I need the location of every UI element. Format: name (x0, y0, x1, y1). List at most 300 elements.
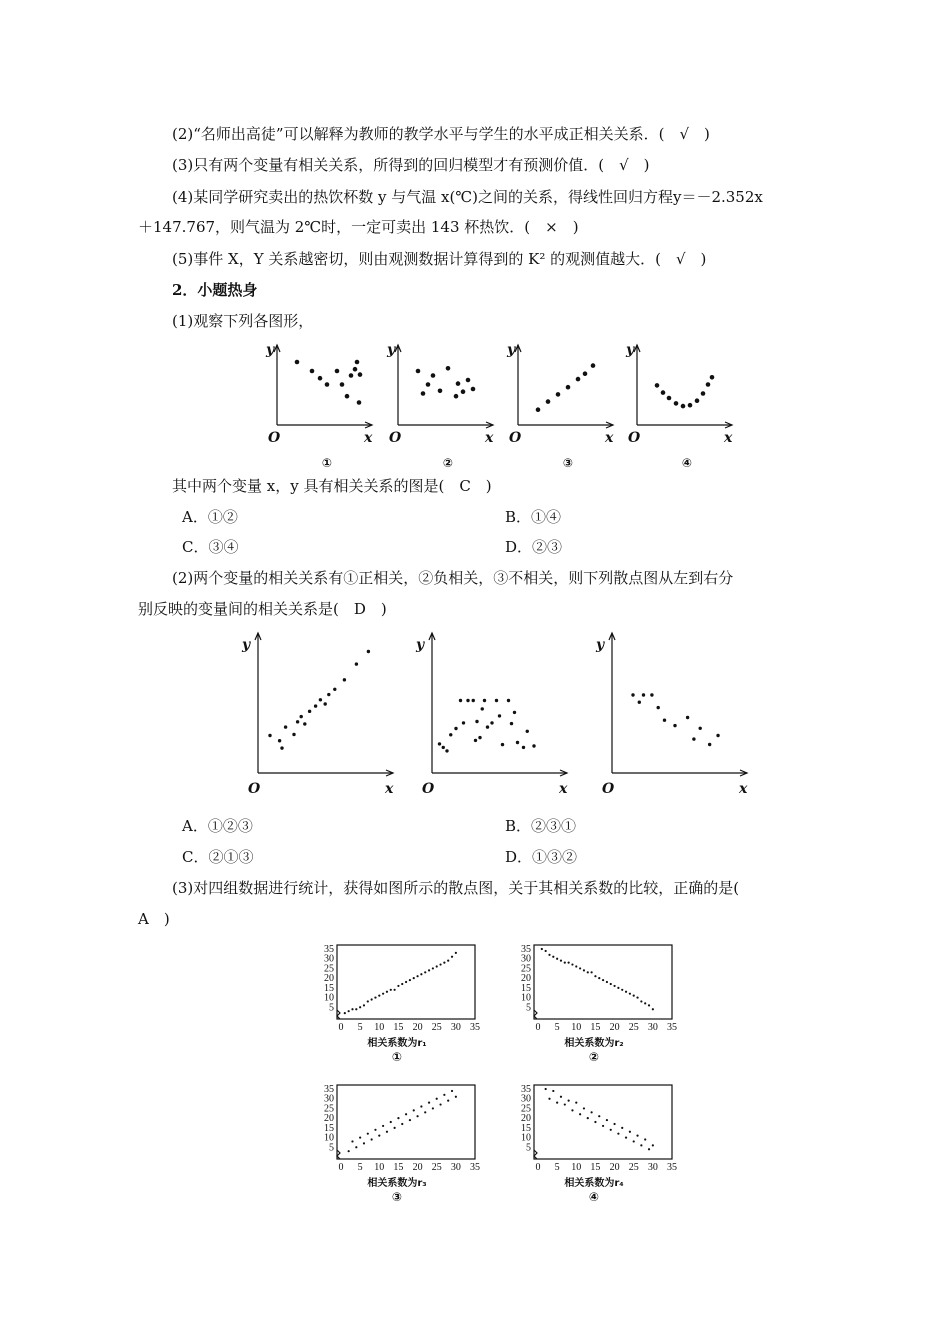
q3-plot-3-ytick-10: 10 (324, 1132, 334, 1144)
q3-plot-3-point-15 (401, 1123, 403, 1125)
q2-plot-2-point-13 (481, 707, 484, 710)
q2-option-a: A．①②③ (182, 817, 253, 835)
q3-plot-2-xtick-35: 35 (667, 1022, 677, 1033)
q3-plot-4-point-6 (564, 1103, 566, 1105)
q3-plot-2-point-3 (548, 954, 550, 956)
q3-plot-1-point-10 (378, 995, 380, 997)
q1-option-c: C．③④ (182, 538, 239, 556)
q3-plot-2-point-26 (636, 996, 638, 998)
q3-plot-3-figure-label: ③ (391, 1190, 403, 1204)
q3-plot-3-point-17 (409, 1119, 411, 1121)
q1-scatter-figures (0, 330, 950, 480)
q2-plot-1-origin-label: O (248, 781, 261, 797)
q1-plot-2-point-6 (446, 366, 451, 371)
q3-plot-2-ytick-5: 5 (526, 1002, 531, 1014)
q3-plot-1-point-1 (344, 1012, 346, 1014)
q3-plot-1-point-30 (455, 952, 457, 954)
q3-plot-4-point-10 (579, 1113, 581, 1115)
q2-plot-2-origin-label: O (422, 781, 435, 797)
q3-plot-4-point-2 (548, 1098, 550, 1100)
q3-plot-1-point-3 (351, 1008, 353, 1010)
q2-plot-3-x-label: x (739, 781, 748, 797)
q1-plot-1-point-4 (325, 382, 330, 387)
q3-plot-4-point-4 (556, 1102, 558, 1104)
q3-plot-2-point-21 (617, 987, 619, 989)
q3-plot-4-point-9 (575, 1102, 577, 1104)
q3-plot-1-xtick-10: 10 (374, 1022, 385, 1033)
q1-plot-1-x-label: x (364, 430, 373, 446)
q2-plot-3-origin-label: O (602, 781, 615, 797)
q3-plot-3-point-7 (371, 1138, 373, 1140)
q2-plot-2-point-21 (510, 722, 513, 725)
q2-plot-1-point-3 (280, 746, 283, 749)
q1-plot-1-point-7 (345, 394, 350, 399)
q2-plot-1-point-7 (300, 715, 303, 718)
q3-plot-3-xtick-10: 10 (374, 1162, 385, 1173)
q3-plot-1-ytick-30: 30 (324, 953, 334, 965)
q2-plot-3-point-9 (692, 737, 695, 740)
q3-plot-1-point-5 (359, 1006, 361, 1008)
q3-plot-2-point-15 (594, 975, 596, 977)
q3-plot-3-point-20 (420, 1105, 422, 1107)
q1-plot-2-point-3 (426, 382, 431, 387)
q3-plot-2-ytick-10: 10 (521, 992, 531, 1004)
q3-plot-1-point-28 (447, 960, 449, 962)
q3-plot-3-frame (337, 1085, 475, 1159)
q3-plot-4-point-19 (613, 1123, 615, 1125)
q1-plot-3-y-label: y (507, 342, 516, 358)
q3-plot-4-point-29 (652, 1144, 654, 1146)
q3-plot-4-point-15 (598, 1115, 600, 1117)
q2-plot-2-point-26 (532, 744, 535, 747)
q3-plot-2-point-2 (545, 950, 547, 952)
q2-plot-1-point-16 (355, 662, 358, 665)
q2-plot-3-point-1 (631, 693, 634, 696)
q3-plot-4-xtick-35: 35 (667, 1162, 677, 1173)
q3-plot-3-ytick-15: 15 (324, 1122, 334, 1134)
q2-plot-2-point-6 (459, 699, 462, 702)
q2-line1: (2)两个变量的相关关系有①正相关，②负相关，③不相关，则下列散点图从左到右分 (172, 569, 734, 587)
q2-plot-3-point-3 (642, 693, 645, 696)
q1-question: 其中两个变量 x，y 具有相关关系的图是( C ) (172, 477, 492, 495)
q3-plot-3-ytick-30: 30 (324, 1093, 334, 1105)
q1-plot-4-point-8 (701, 391, 706, 396)
q2-plot-3-y-label: y (596, 637, 605, 653)
q3-scatter-figures (0, 935, 950, 1215)
q1-plot-3-point-2 (546, 399, 551, 404)
q3-plot-4-caption: 相关系数为r₄ (564, 1178, 624, 1189)
q3-plot-4-point-21 (621, 1127, 623, 1129)
q1-plot-4-point-4 (674, 401, 679, 406)
q3-plot-2-ytick-15: 15 (521, 982, 531, 994)
q1-plot-2-point-10 (466, 378, 471, 383)
q3-plot-4-frame (534, 1085, 672, 1159)
statement-5: (5)事件 X，Y 关系越密切，则由观测数据计算得到的 K² 的观测值越大．( √ ) (172, 250, 707, 268)
q1-plot-4-point-9 (706, 382, 711, 387)
q1-plot-1-point-3 (318, 376, 323, 381)
q1-plot-3-figure-label: ③ (562, 456, 574, 470)
q1-plot-3-point-4 (566, 385, 571, 390)
q3-plot-4-point-17 (606, 1119, 608, 1121)
q2-plot-2-point-14 (483, 699, 486, 702)
q3-plot-3-ytick-20: 20 (324, 1113, 334, 1125)
q3-plot-3-xtick-20: 20 (412, 1162, 423, 1173)
q3-plot-4-point-5 (560, 1096, 562, 1098)
q3-plot-4-point-24 (633, 1140, 635, 1142)
q1-plot-4-point-1 (655, 383, 660, 388)
q3-plot-2-point-5 (556, 958, 558, 960)
q3-plot-1-xtick-25: 25 (431, 1022, 442, 1033)
q1-option-a: A．①② (182, 508, 238, 526)
q2-plot-1-point-2 (278, 739, 281, 742)
q2-plot-2-y-label: y (416, 637, 425, 653)
q3-plot-1-point-22 (424, 971, 426, 973)
q3-plot-2-point-17 (602, 979, 604, 981)
q1-plot-2-y-label: y (387, 342, 396, 358)
q3-plot-3-ytick-35: 35 (324, 1084, 334, 1095)
q1-plot-2-figure-label: ② (442, 456, 454, 470)
statement-2: (2)“名师出高徒”可以解释为教师的教学水平与学生的水平成正相关关系．( √ ) (172, 125, 710, 143)
q3-plot-2-figure-label: ② (588, 1050, 600, 1064)
q3-plot-4-point-25 (636, 1135, 638, 1137)
q1-option-d: D．②③ (505, 538, 563, 556)
q3-plot-2-point-9 (571, 963, 573, 965)
q2-plot-3-point-7 (673, 724, 676, 727)
q2-plot-2-point-17 (495, 699, 498, 702)
q3-plot-3-xtick-5: 5 (357, 1162, 363, 1173)
q3-plot-1-point-17 (405, 981, 407, 983)
q3-plot-3-xtick-35: 35 (470, 1162, 480, 1173)
q3-plot-2-point-18 (606, 981, 608, 983)
q2-plot-1-point-14 (333, 688, 336, 691)
q2-plot-2-point-16 (490, 721, 493, 724)
q1-plot-1-point-6 (340, 382, 345, 387)
q1-plot-1-point-1 (295, 360, 300, 365)
q3-plot-4-figure-label: ④ (588, 1190, 600, 1204)
q3-plot-1-xtick-0: 0 (338, 1022, 344, 1033)
q3-plot-4-point-7 (568, 1100, 570, 1102)
q3-plot-3-point-24 (436, 1098, 438, 1100)
q2-plot-1-x-label: x (385, 781, 394, 797)
q3-plot-3-point-18 (413, 1109, 415, 1111)
q3-plot-2-ytick-25: 25 (521, 963, 531, 975)
q3-plot-1-point-24 (432, 967, 434, 969)
q3-plot-1-xtick-5: 5 (357, 1022, 363, 1033)
q3-plot-2-point-4 (552, 956, 554, 958)
q2-option-b: B．②③① (505, 817, 577, 835)
q3-plot-2-point-11 (579, 967, 581, 969)
q2-plot-1-point-11 (319, 698, 322, 701)
q3-plot-1-point-13 (390, 989, 392, 991)
q2-plot-2-point-9 (472, 699, 475, 702)
statement-4-line2: ＋147.767，则气温为 2℃时，一定可卖出 143 杯热饮．( × ) (138, 218, 579, 236)
q2-plot-1-point-6 (296, 720, 299, 723)
q3-plot-1-point-9 (374, 996, 376, 998)
q2-plot-2-point-8 (466, 699, 469, 702)
statement-4-line1: (4)某同学研究卖出的热饮杯数 y 与气温 x(℃)之间的关系，得线性回归方程y＝－2.352x (172, 188, 763, 206)
q2-plot-2-point-10 (474, 739, 477, 742)
q3-plot-1-ytick-25: 25 (324, 963, 334, 975)
q1-plot-1-figure-label: ① (321, 456, 333, 470)
q1-plot-3-x-label: x (605, 430, 614, 446)
q2-plot-2-point-7 (462, 721, 465, 724)
q3-plot-3-caption: 相关系数为r₃ (367, 1178, 427, 1189)
q3-line2: A ) (138, 910, 170, 928)
q2-plot-1-point-13 (327, 693, 330, 696)
q2-plot-2-point-11 (475, 720, 478, 723)
q3-plot-4-ytick-15: 15 (521, 1122, 531, 1134)
q3-plot-4-ytick-25: 25 (521, 1103, 531, 1115)
q3-plot-2-frame (534, 945, 672, 1019)
q1-plot-1-origin-label: O (268, 430, 281, 446)
q3-plot-1-figure-label: ① (391, 1050, 403, 1064)
q3-plot-2-point-29 (648, 1004, 650, 1006)
q1-plot-1-point-9 (353, 367, 358, 372)
q1-option-b: B．①④ (505, 508, 562, 526)
q3-plot-4-ytick-35: 35 (521, 1084, 531, 1095)
q1-plot-1-point-10 (355, 360, 360, 365)
q2-plot-2-point-1 (438, 742, 441, 745)
q3-plot-1-point-4 (355, 1008, 357, 1010)
q3-plot-2-point-1 (541, 948, 543, 950)
q3-plot-3-point-29 (455, 1096, 457, 1098)
q3-plot-4-point-23 (629, 1131, 631, 1133)
q1-plot-4-point-2 (661, 390, 666, 395)
q3-plot-3-point-1 (348, 1150, 350, 1152)
q1-plot-2-origin-label: O (389, 430, 402, 446)
q1-plot-3-point-5 (576, 377, 581, 382)
q2-plot-1-point-10 (314, 704, 317, 707)
q3-plot-2-point-30 (652, 1008, 654, 1010)
q2-plot-2-point-20 (507, 699, 510, 702)
q3-plot-3-point-26 (443, 1094, 445, 1096)
q3-plot-1-point-23 (428, 969, 430, 971)
q2-plot-2-point-15 (486, 725, 489, 728)
q1-plot-4-figure-label: ④ (681, 456, 693, 470)
q3-plot-1-xtick-20: 20 (412, 1022, 423, 1033)
q1-plot-4-point-10 (710, 375, 715, 380)
q1-plot-4-point-5 (681, 404, 686, 409)
q1-plot-4-point-3 (667, 396, 672, 401)
q3-plot-4-point-12 (587, 1117, 589, 1119)
q3-plot-4-point-13 (591, 1111, 593, 1113)
q3-plot-4-point-8 (571, 1109, 573, 1111)
q3-plot-4-ytick-30: 30 (521, 1093, 531, 1105)
q2-plot-2-point-3 (445, 749, 448, 752)
q2-plot-1-point-17 (367, 650, 370, 653)
q3-plot-3-point-6 (367, 1133, 369, 1135)
q1-plot-3-point-1 (536, 407, 541, 412)
q2-plot-2-point-12 (478, 736, 481, 739)
q2-plot-3-point-11 (708, 743, 711, 746)
q3-plot-3-ytick-5: 5 (329, 1142, 334, 1154)
q1-plot-2-point-9 (461, 389, 466, 394)
q2-plot-2-point-4 (449, 733, 452, 736)
q3-plot-1-xtick-35: 35 (470, 1022, 480, 1033)
q1-plot-2-point-2 (421, 391, 426, 396)
q3-plot-4-point-11 (583, 1107, 585, 1109)
q3-plot-3-point-2 (351, 1140, 353, 1142)
q3-plot-3-point-13 (394, 1127, 396, 1129)
q3-plot-3-point-12 (390, 1121, 392, 1123)
q1-plot-2-point-8 (456, 381, 461, 386)
q1-plot-3-point-6 (583, 371, 588, 376)
q2-plot-1-y-label: y (242, 637, 251, 653)
q3-plot-4-ytick-20: 20 (521, 1113, 531, 1125)
q3-plot-3-point-22 (428, 1102, 430, 1104)
q2-option-c: C．②①③ (182, 848, 254, 866)
q3-plot-2-point-6 (560, 960, 562, 962)
q3-plot-3-point-11 (386, 1131, 388, 1133)
q1-intro: (1)观察下列各图形， (172, 312, 314, 330)
q1-plot-2-point-11 (471, 387, 476, 392)
q3-plot-1-point-21 (420, 973, 422, 975)
q3-plot-3-point-4 (359, 1136, 361, 1138)
q3-plot-3-point-10 (382, 1125, 384, 1127)
q2-plot-1-point-1 (268, 734, 271, 737)
q3-plot-1-point-27 (443, 962, 445, 964)
q2-plot-2-point-22 (513, 711, 516, 714)
q1-plot-2-point-5 (438, 389, 443, 394)
q2-line2: 别反映的变量间的相关关系是( D ) (138, 600, 387, 618)
q1-plot-1-point-11 (357, 400, 362, 405)
q2-scatter-figures (0, 625, 950, 805)
q3-plot-3-point-14 (397, 1117, 399, 1119)
q3-plot-4-xtick-15: 15 (590, 1162, 601, 1173)
q3-plot-3-xtick-0: 0 (338, 1162, 344, 1173)
q3-plot-1-point-12 (386, 991, 388, 993)
q3-plot-2-xtick-5: 5 (554, 1022, 560, 1033)
q1-plot-1-point-5 (335, 369, 340, 374)
q2-plot-3-point-5 (657, 706, 660, 709)
q3-plot-3-point-28 (451, 1090, 453, 1092)
q2-plot-1-point-5 (292, 733, 295, 736)
q2-plot-2-point-5 (454, 727, 457, 730)
q3-plot-3-point-3 (355, 1146, 357, 1148)
q1-plot-1-point-2 (310, 369, 315, 374)
q3-plot-4-point-18 (610, 1129, 612, 1131)
q3-plot-2-ytick-30: 30 (521, 953, 531, 965)
q3-plot-1-point-29 (451, 956, 453, 958)
q3-plot-2-point-7 (564, 962, 566, 964)
q1-plot-3-point-7 (591, 363, 596, 368)
q3-plot-3-point-16 (405, 1113, 407, 1115)
q2-option-d: D．①③② (505, 848, 578, 866)
q3-plot-1-point-20 (416, 975, 418, 977)
q2-plot-1-point-12 (324, 702, 327, 705)
q3-plot-4-point-16 (602, 1125, 604, 1127)
q2-plot-2-point-19 (501, 743, 504, 746)
q3-plot-2-xtick-25: 25 (628, 1022, 639, 1033)
q2-plot-1-point-15 (343, 678, 346, 681)
q3-plot-1-point-14 (394, 989, 396, 991)
q2-plot-2-point-23 (516, 741, 519, 744)
q3-plot-3-xtick-30: 30 (450, 1162, 461, 1173)
q3-plot-4-point-27 (644, 1138, 646, 1140)
q3-plot-2-point-27 (640, 1000, 642, 1002)
q3-plot-2-ytick-20: 20 (521, 973, 531, 985)
q3-plot-2-point-14 (591, 971, 593, 973)
q2-plot-3-point-12 (716, 734, 719, 737)
q2-plot-2-point-24 (522, 746, 525, 749)
q3-plot-3-xtick-15: 15 (393, 1162, 404, 1173)
q1-plot-2-point-7 (454, 394, 459, 399)
q3-plot-4-xtick-0: 0 (535, 1162, 541, 1173)
q3-plot-2-point-25 (633, 995, 635, 997)
q3-plot-1-xtick-30: 30 (450, 1022, 461, 1033)
q3-plot-3-point-21 (424, 1111, 426, 1113)
q3-plot-1-point-18 (409, 979, 411, 981)
q3-plot-1-point-26 (439, 963, 441, 965)
q3-plot-4-xtick-20: 20 (609, 1162, 620, 1173)
q3-plot-4-xtick-5: 5 (554, 1162, 560, 1173)
q1-plot-4-point-6 (688, 403, 693, 408)
q3-plot-3-point-9 (378, 1135, 380, 1137)
q3-plot-4-ytick-10: 10 (521, 1132, 531, 1144)
q1-plot-4-point-7 (695, 398, 700, 403)
q1-plot-3-point-3 (556, 392, 561, 397)
q2-plot-2-point-25 (526, 730, 529, 733)
q3-plot-1-point-6 (363, 1004, 365, 1006)
q3-plot-3-point-27 (447, 1100, 449, 1102)
q3-plot-2-xtick-30: 30 (647, 1022, 658, 1033)
q3-plot-4-point-28 (648, 1148, 650, 1150)
q3-plot-1-point-15 (397, 985, 399, 987)
q3-plot-2-xtick-10: 10 (571, 1022, 582, 1033)
q2-plot-3-point-4 (650, 693, 653, 696)
q1-plot-4-origin-label: O (628, 430, 641, 446)
q3-plot-2-point-20 (613, 985, 615, 987)
q3-plot-2-point-13 (587, 971, 589, 973)
q1-plot-1-y-label: y (266, 342, 275, 358)
q3-plot-3-point-5 (363, 1142, 365, 1144)
q3-plot-2-xtick-15: 15 (590, 1022, 601, 1033)
q3-plot-1-ytick-10: 10 (324, 992, 334, 1004)
q3-plot-2-point-16 (598, 977, 600, 979)
q2-plot-1-point-8 (303, 722, 306, 725)
q3-plot-2-ytick-35: 35 (521, 944, 531, 955)
q3-plot-3-point-25 (439, 1103, 441, 1105)
q3-plot-1-point-19 (413, 977, 415, 979)
q3-plot-2-point-28 (644, 1002, 646, 1004)
q3-plot-1-ytick-35: 35 (324, 944, 334, 955)
q3-plot-4-point-22 (625, 1136, 627, 1138)
q1-plot-3-origin-label: O (509, 430, 522, 446)
q2-plot-3-point-2 (638, 701, 641, 704)
q3-plot-4-xtick-25: 25 (628, 1162, 639, 1173)
q3-plot-2-point-10 (575, 965, 577, 967)
q3-plot-1-ytick-20: 20 (324, 973, 334, 985)
q1-plot-2-point-4 (431, 373, 436, 378)
q3-plot-1-ytick-15: 15 (324, 982, 334, 994)
q1-plot-1-point-8 (349, 373, 354, 378)
q3-line1: (3)对四组数据进行统计，获得如图所示的散点图，关于其相关系数的比较，正确的是( (172, 879, 740, 897)
section-heading: 2．小题热身 (172, 281, 258, 299)
q3-plot-3-point-19 (416, 1115, 418, 1117)
q3-plot-4-xtick-30: 30 (647, 1162, 658, 1173)
q3-plot-1-ytick-5: 5 (329, 1002, 334, 1014)
q3-plot-3-ytick-25: 25 (324, 1103, 334, 1115)
q2-plot-1-point-9 (308, 710, 311, 713)
q3-plot-4-point-26 (640, 1144, 642, 1146)
q2-plot-3-point-10 (699, 727, 702, 730)
q3-plot-2-point-12 (583, 969, 585, 971)
q3-plot-2-point-23 (625, 991, 627, 993)
q3-plot-2-point-19 (610, 983, 612, 985)
q3-plot-3-point-8 (374, 1129, 376, 1131)
q3-plot-2-caption: 相关系数为r₂ (564, 1038, 624, 1049)
q1-plot-4-y-label: y (626, 342, 635, 358)
